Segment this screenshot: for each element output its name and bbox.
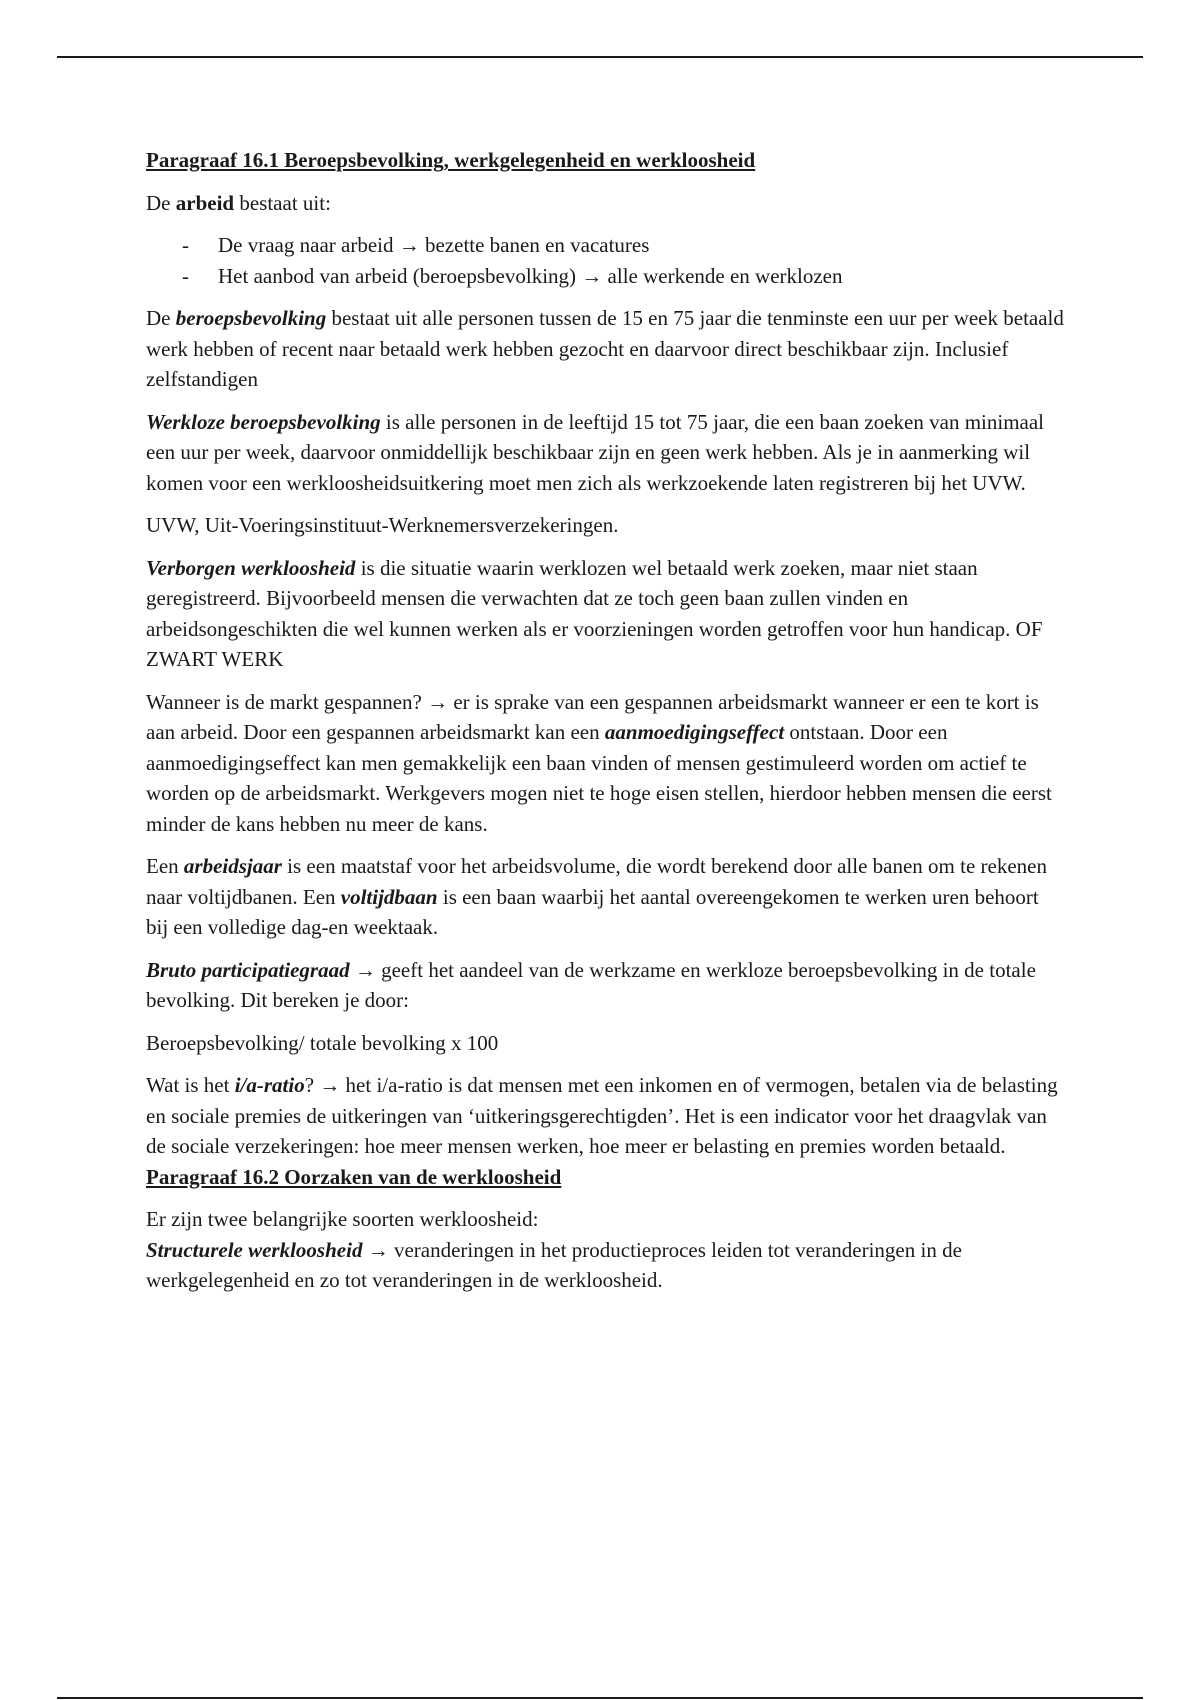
term-voltijdbaan: voltijdbaan — [340, 884, 438, 909]
dash-bullet: - — [182, 233, 189, 257]
term-aanmoedigingseffect: aanmoedigingseffect — [604, 720, 785, 744]
ia-ratio-paragraph: Wat is het i/a-ratio? → het i/a-ratio is dat mensen met een inkomen en of vermogen, betalen via de belasting en sociale premies de uitkeringen van ‘uitkeringsgerechtigden’. Het is een indicator voor het draagvlak van de sociale verzekeringen: hoe meer mensen werken, hoe meer er belasting en premies worden betaald. — [146, 1073, 1058, 1158]
bottom-rule — [57, 1697, 1143, 1699]
formula-paragraph: Beroepsbevolking/ totale bevolking x 100 — [146, 1030, 499, 1055]
section-heading-16-2: Paragraaf 16.2 Oorzaken van de werkloosheid — [146, 1164, 562, 1189]
document-body — [146, 145, 1066, 1308]
term-ia-ratio: i/a-ratio — [234, 1073, 305, 1097]
term-verborgen-werkloosheid: Verborgen werkloosheid — [146, 555, 356, 580]
top-rule — [57, 56, 1143, 58]
dash-bullet: - — [182, 263, 189, 288]
gespannen-paragraph: Wanneer is de markt gespannen? → er is sprake van een gespannen arbeidsmarkt wanneer er een te kort is aan arbeid. Door een gespannen arbeidsmarkt kan een aanmoedigingseffect ontstaan. Door een aanmoedigingseffect kan men gemakkelijk een baan vinden of mensen gestimuleerd worden om actief te worden op de arbeidsmarkt. Werkgevers mogen niet te hoge eisen stellen, hierdoor hebben mensen die eerst minder de kans hebben nu meer de kans. — [146, 689, 1052, 836]
term-structurele-werkloosheid: Structurele werkloosheid — [146, 1237, 363, 1262]
term-bruto-participatiegraad: Bruto participatiegraad — [146, 957, 350, 982]
uvw-paragraph: UVW, Uit-Voeringsinstituut-Werknemersverzekeringen. — [146, 513, 619, 537]
verborgen-paragraph: Verborgen werkloosheid is die situatie waarin werklozen wel betaald werk zoeken, maar niet staan geregistreerd. Bijvoorbeeld mensen die verwachten dat ze toch geen baan zullen vinden en arbeidsongeschikten die wel kunnen werken als er voorzieningen worden getroffen voor hun handicap. OF ZWART WERK — [146, 555, 1043, 671]
term-arbeid: arbeid — [175, 190, 235, 215]
term-arbeidsjaar: arbeidsjaar — [183, 854, 282, 878]
section-heading-16-1: Paragraaf 16.1 Beroepsbevolking, werkgelegenheid en werkloosheid — [146, 148, 756, 172]
list-item: - De vraag naar arbeid → bezette banen en vacatures — [146, 230, 1066, 261]
structurele-paragraph: Structurele werkloosheid → veranderingen in het productieproces leiden tot veranderingen in de werkgelegenheid en zo tot veranderingen in de werkloosheid. — [146, 1237, 962, 1292]
soorten-paragraph: Er zijn twee belangrijke soorten werkloosheid: — [146, 1207, 539, 1231]
list-item: - Het aanbod van arbeid (beroepsbevolking) → alle werkende en werklozen — [146, 261, 1066, 292]
werkloze-paragraph: Werkloze beroepsbevolking is alle personen in de leeftijd 15 tot 75 jaar, die een baan zoeken van minimaal een uur per week, daarvoor onmiddellijk beschikbaar zijn en geen werk hebben. Als je in aanmerking wil komen voor een werkloosheidsuitkering moet men zich als werkzoekende laten registreren bij het UVW. — [146, 409, 1045, 495]
beroepsbevolking-paragraph: De beroepsbevolking bestaat uit alle personen tussen de 15 en 75 jaar die tenminste een uur per week betaald werk hebben of recent naar betaald werk hebben gezocht en daarvoor direct beschikbaar zijn. Inclusief zelfstandigen — [146, 306, 1064, 391]
bruto-paragraph: Bruto participatiegraad → geeft het aandeel van de werkzame en werkloze beroepsbevolking in de totale bevolking. Dit bereken je door: — [146, 957, 1036, 1012]
arbeidsjaar-paragraph: Een arbeidsjaar is een maatstaf voor het arbeidsvolume, die wordt berekend door alle banen om te rekenen naar voltijdbanen. Een voltijdbaan is een baan waarbij het aantal overeengekomen te werken uren behoort bij een volledige dag-en weektaak. — [146, 854, 1047, 939]
term-werkloze-beroepsbevolking: Werkloze beroepsbevolking — [146, 409, 381, 434]
arbeid-intro: De arbeid bestaat uit: — [146, 190, 331, 215]
term-beroepsbevolking: beroepsbevolking — [175, 306, 327, 330]
arbeid-list — [146, 230, 1066, 291]
